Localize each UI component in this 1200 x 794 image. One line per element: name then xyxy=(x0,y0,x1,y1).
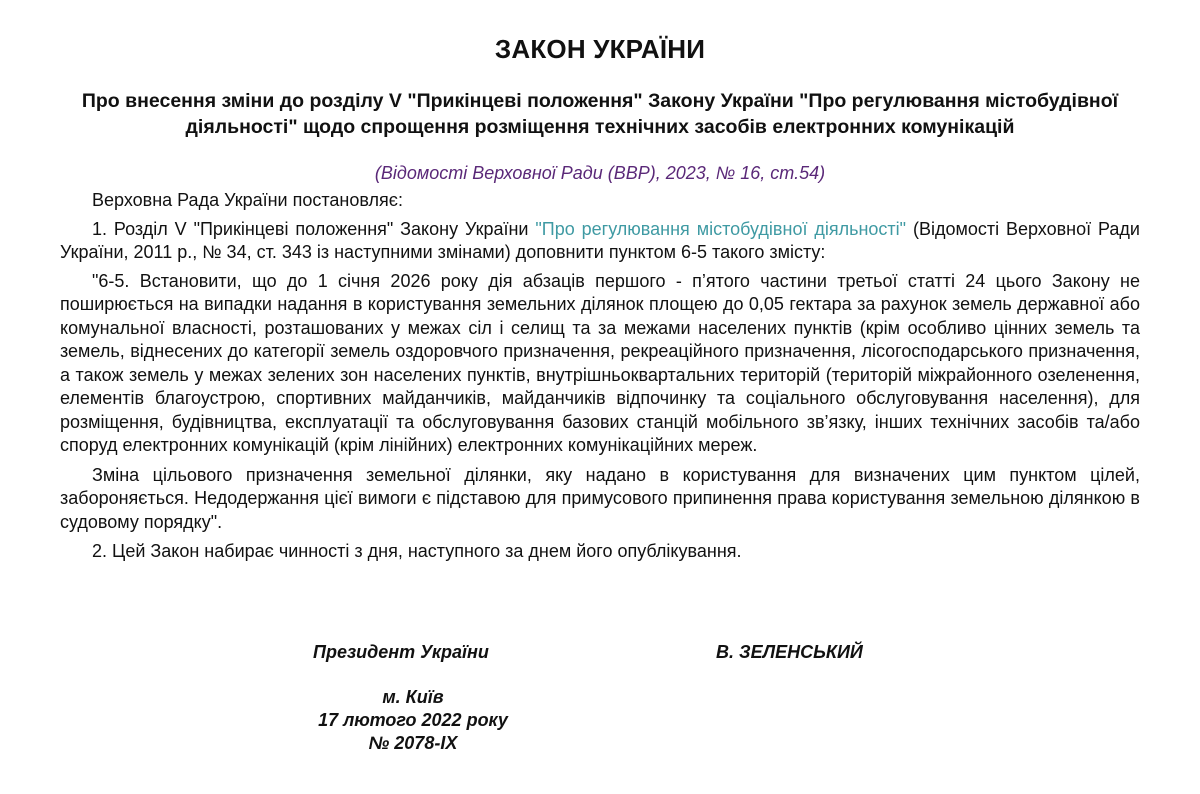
signing-date: 17 лютого 2022 року xyxy=(318,710,508,730)
law-subtitle: Про внесення зміни до розділу V "Прикінцеві положення" Закону України "Про регулювання містобудівної діяльності" щодо спрощення розміщення технічних засобів електронних комунікацій xyxy=(81,90,1119,138)
law-title: ЗАКОН УКРАЇНИ xyxy=(494,34,706,64)
item-1-text-after: (Відомості Верховної Ради України, 2011 р., № 34, ст. 343 із наступними змінами) доповнити пунктом 6-5 такого змісту: xyxy=(60,218,1140,262)
publication-source-text: (Відомості Верховної Ради (ВВР), 2023, № 16, ст.54) xyxy=(374,163,826,183)
item-1-text-before: 1. Розділ V "Прикінцеві положення" Закону України xyxy=(92,218,536,239)
law-reference-link[interactable]: "Про регулювання містобудівної діяльності" xyxy=(535,218,907,239)
quote-paragraph-2: Зміна цільового призначення земельної ділянки, яку надано в користування для визначених цим пунктом цілей, забороняється. Недодержання цієї вимоги є підставою для примусового припинення права користування земельною ділянкою в судовому порядку". xyxy=(60,464,1140,532)
signatory-position: Президент України xyxy=(313,642,489,662)
item-1 xyxy=(60,218,1140,265)
publication-source xyxy=(60,161,1140,185)
item-2: 2. Цей Закон набирає чинності з дня, наступного за днем його опублікування. xyxy=(92,541,742,561)
law-number: № 2078-IX xyxy=(368,733,458,753)
signing-details xyxy=(300,686,526,755)
signing-city: м. Київ xyxy=(382,687,444,707)
preamble: Верховна Рада України постановляє: xyxy=(92,190,403,210)
signatory-name: В. ЗЕЛЕНСЬКИЙ xyxy=(716,642,863,662)
quote-paragraph-1: "6-5. Встановити, що до 1 січня 2026 року дія абзаців першого - п’ятого частини третьої статті 24 цього Закону не поширюється на випадки надання в користування земельних ділянок площею до 0,05 гектара за рахунок земель державної або комунальної власності, розташованих у межах сіл і селищ та за межами населених пунктів (крім особливо цінних земель та земель, віднесених до категорії земель оздоровчого призначення, рекреаційного призначення, лісогосподарського призначення, а також земель у межах зелених зон населених пунктів, внутрішньоквартальних територій (територій міжрайонного озеленення, елементів благоустрою, спортивних майданчиків, майданчиків відпочинку та соціального обслуговування населення), для розміщення, будівництва, експлуатації та обслуговування базових станцій мобільного зв’язку, інших технічних засобів та/або споруд електронних комунікацій (крім лінійних) електронних комунікаційних мереж. xyxy=(60,270,1140,455)
